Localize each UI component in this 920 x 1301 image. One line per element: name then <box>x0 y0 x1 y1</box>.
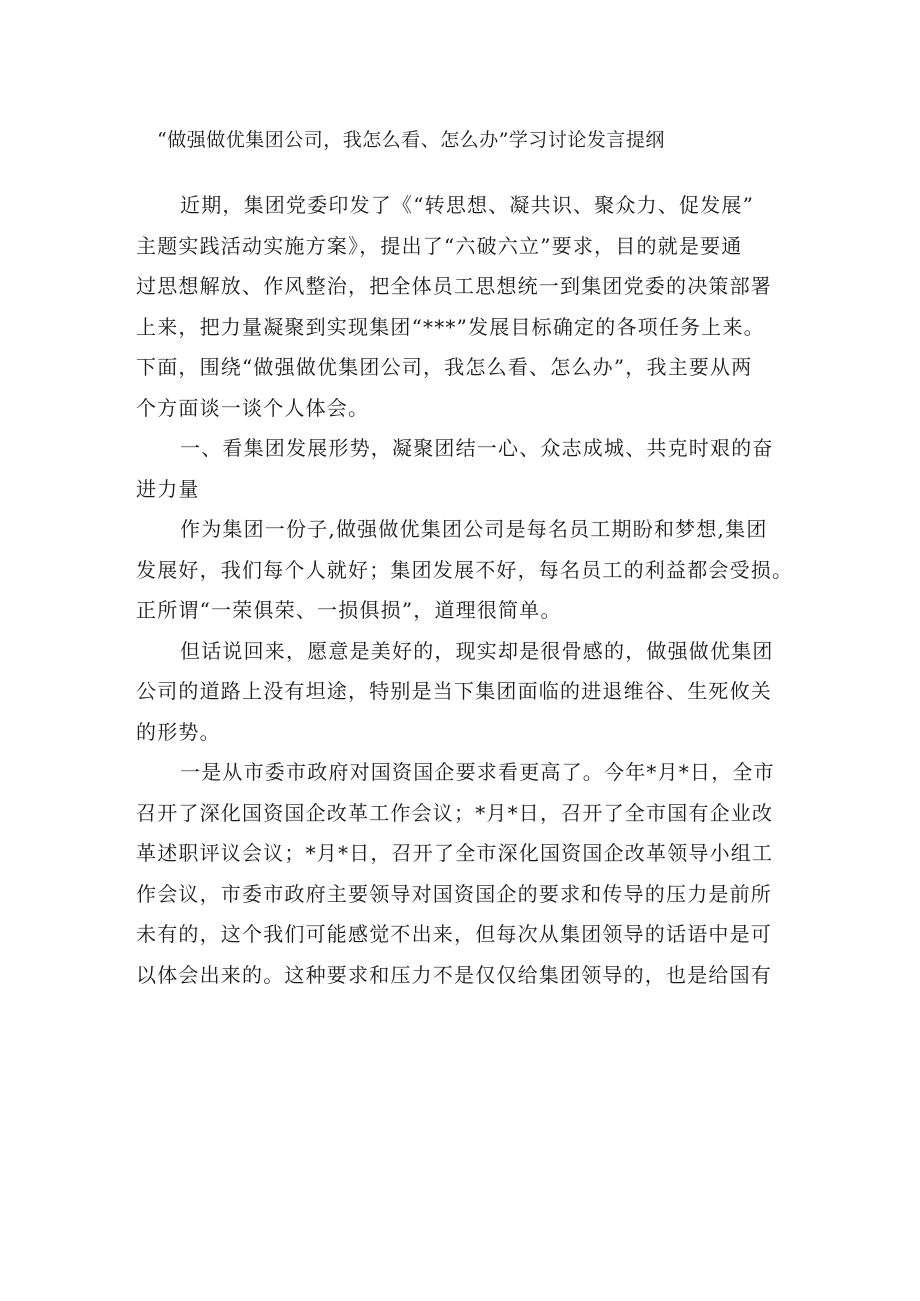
text-line: 正所谓“一荣俱荣、一损俱损”，道理很简单。 <box>136 598 562 622</box>
text-line: 个方面谈一谈个人体会。 <box>136 395 370 420</box>
text-line: 一、看集团发展形势，凝聚团结一心、众志成城、共克时艰的奋 <box>180 436 774 460</box>
document-title: “做强做优集团公司，我怎么看、怎么办”学习讨论发言提纲 <box>157 129 665 151</box>
paragraph-reality <box>136 631 796 753</box>
text-line: 一是从市委市政府对国资国企要求看更高了。今年*月*日，全市 <box>180 760 775 784</box>
text-line: 主题实践活动实施方案》，提出了“六破六立”要求，目的就是要通 <box>136 233 743 258</box>
text-line: 召开了深化国资国企改革工作会议；*月*日，召开了全市国有企业改 <box>136 800 774 825</box>
text-line: 未有的，这个我们可能感觉不出来，但每次从集团领导的话语中是可 <box>136 922 772 946</box>
section-heading-1 <box>136 428 796 509</box>
paragraph-point-1 <box>136 752 796 995</box>
text-line: 作会议，市委市政府主要领导对国资国企的要求和传导的压力是前所 <box>136 881 772 906</box>
text-line: 但话说回来，愿意是美好的，现实却是很骨感的，做强做优集团 <box>180 638 774 663</box>
text-line: 革述职评议会议；*月*日，召开了全市深化国资国企改革领导小组工 <box>136 841 774 865</box>
text-line: 进力量 <box>136 476 200 501</box>
text-line: 的形势。 <box>136 719 221 744</box>
text-line: 公司的道路上没有坦途，特别是当下集团面临的进退维谷、生死攸关 <box>136 679 772 703</box>
text-line: 过思想解放、作风整治，把全体员工思想统一到集团党委的决策部署 <box>136 274 772 298</box>
text-line: 作为集团一份子,做强做优集团公司是每名员工期盼和梦想,集团 <box>180 517 768 541</box>
text-line: 以体会出来的。这种要求和压力不是仅仅给集团领导的，也是给国有 <box>136 962 772 987</box>
document-body <box>136 185 796 995</box>
text-line: 近期，集团党委印发了《“转思想、凝共识、聚众力、促发展” <box>180 193 755 217</box>
paragraph-intro <box>136 185 796 428</box>
text-line: 发展好，我们每个人就好；集团发展不好，每名员工的利益都会受损。 <box>136 557 794 582</box>
text-line: 上来，把力量凝聚到实现集团“***”发展目标确定的各项任务上来。 <box>136 314 765 339</box>
text-line: 下面，围绕“做强做优集团公司，我怎么看、怎么办”，我主要从两 <box>136 355 753 379</box>
paragraph-member <box>136 509 796 631</box>
